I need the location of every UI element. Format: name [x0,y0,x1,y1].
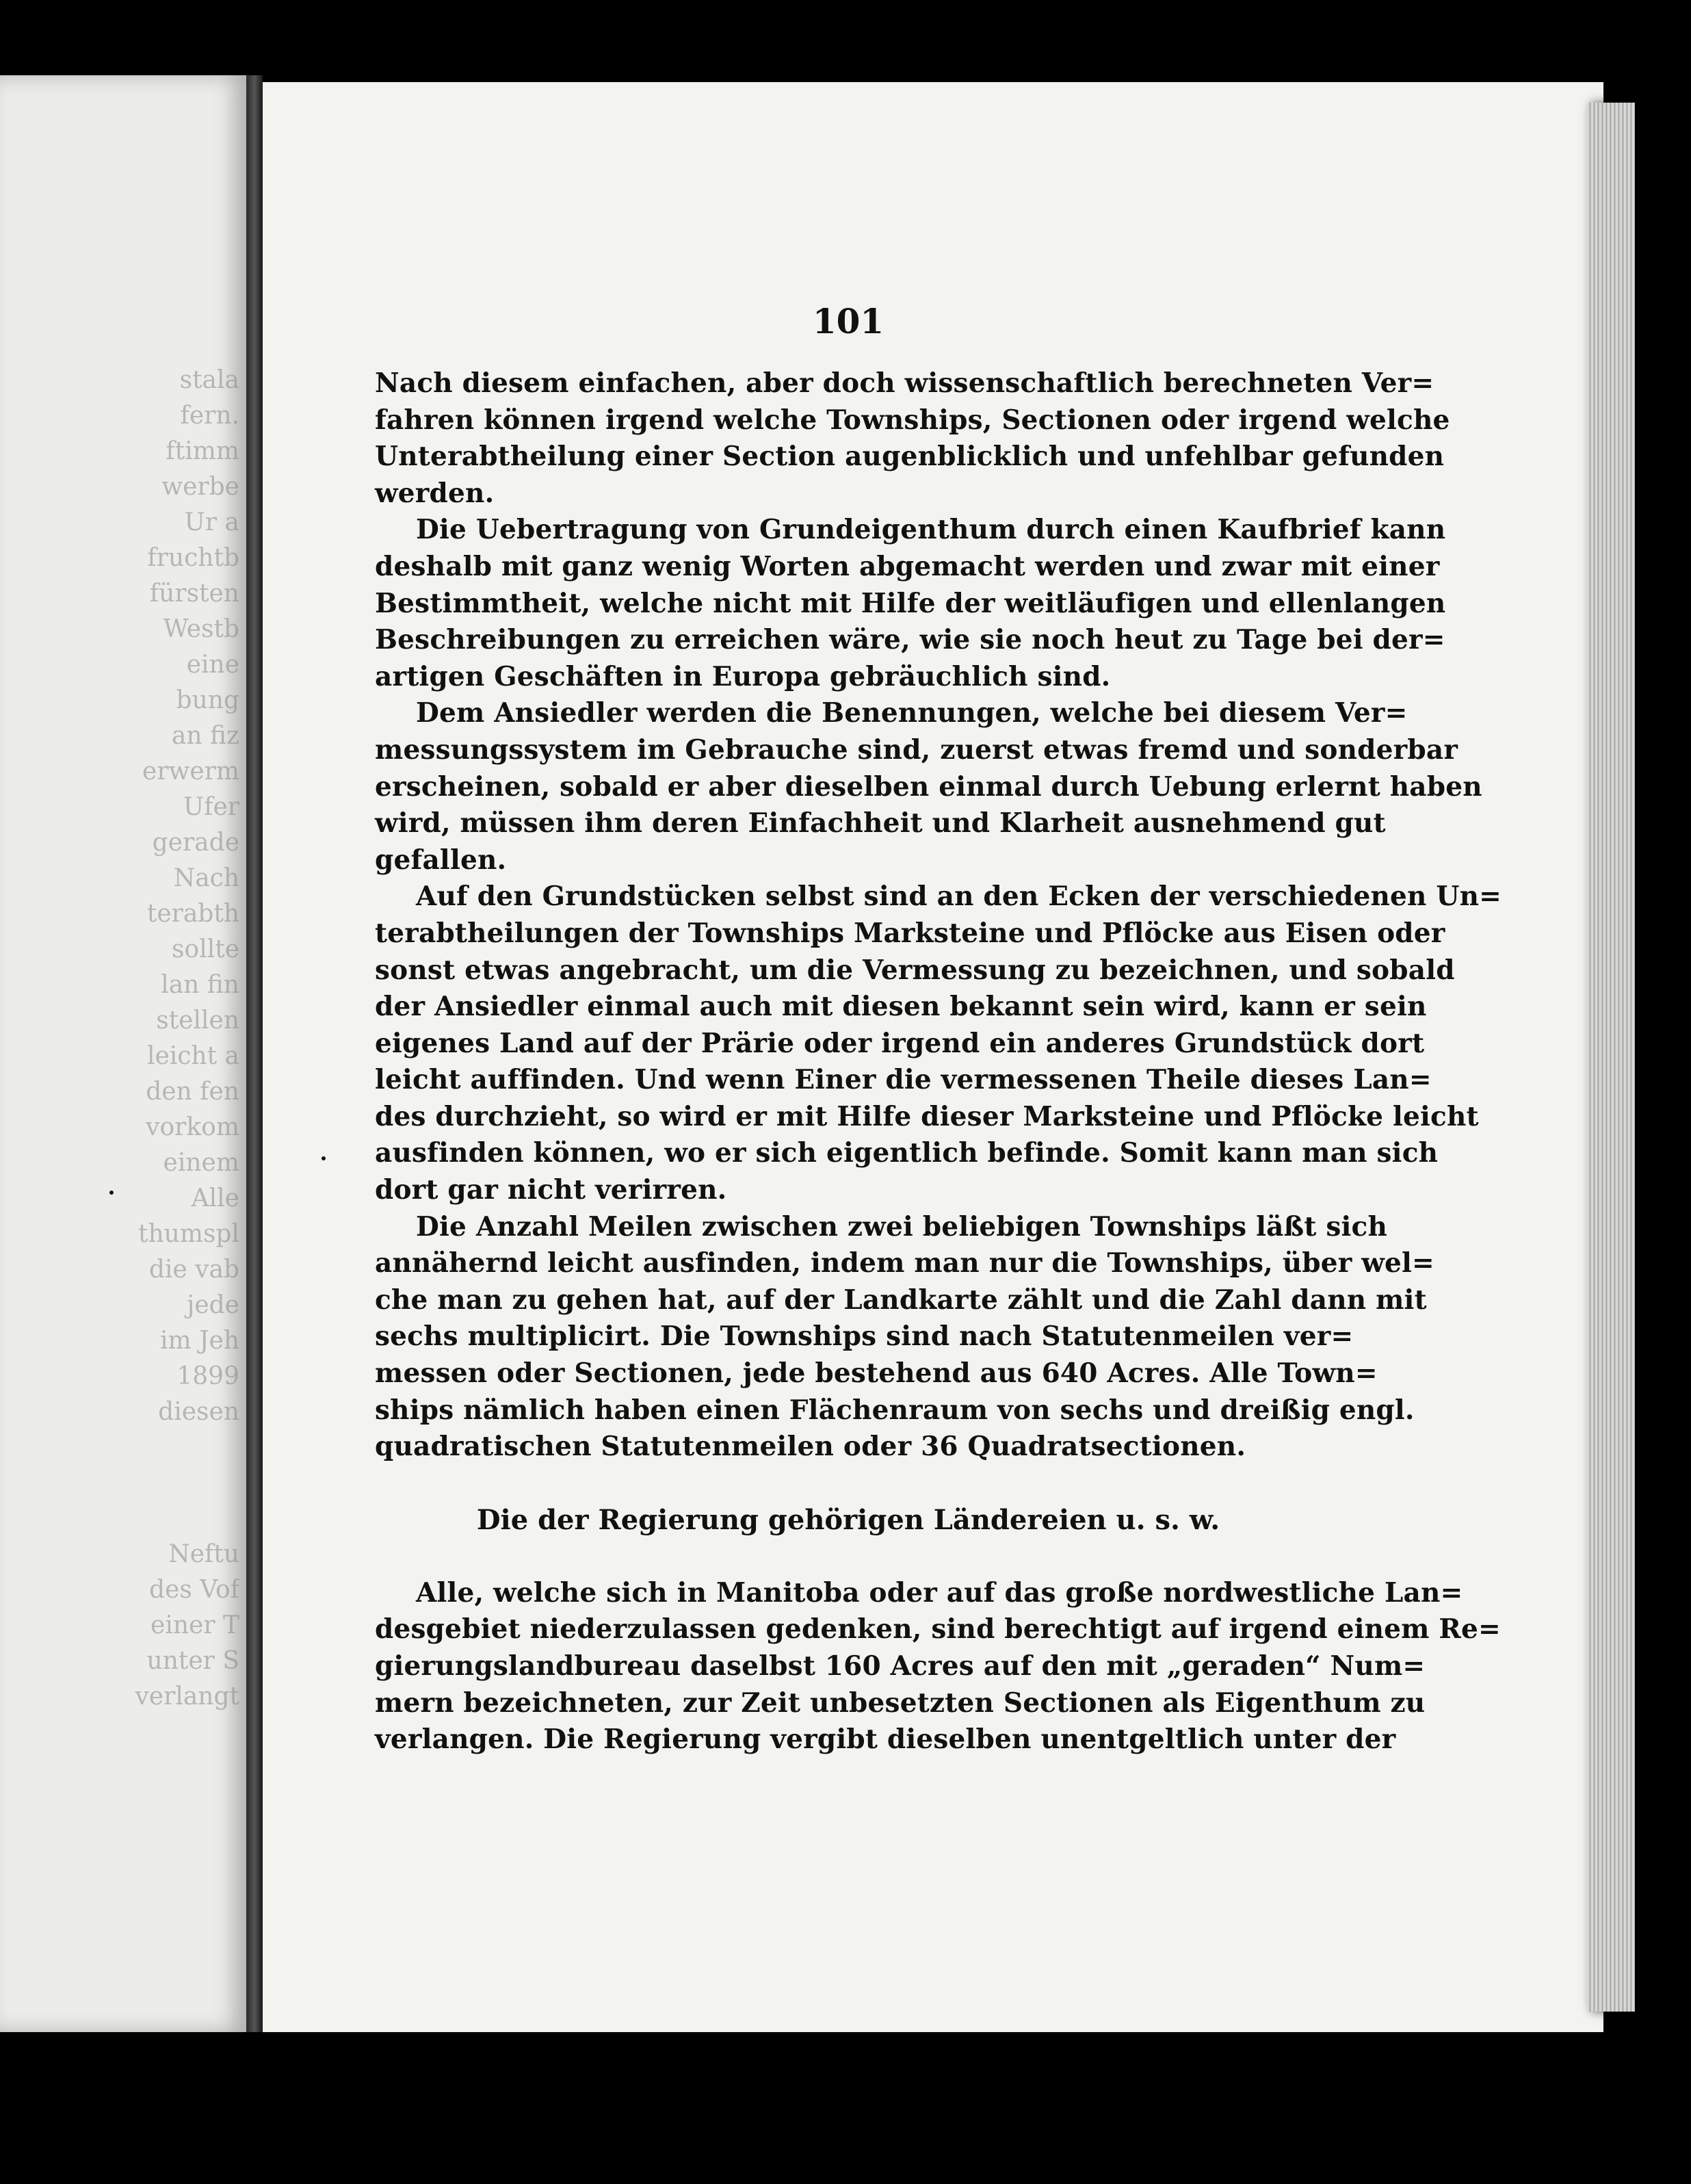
left-page-fragment: jede [187,1291,239,1319]
left-page-fragment: Westb [163,615,239,643]
left-page-fragment: Ufer [183,793,239,821]
text-line: ships nämlich haben einen Flächenraum von sechs und dreißig engl. [375,1394,1415,1426]
text-line: sechs multiplicirt. Die Townships sind nach Statutenmeilen ver= [375,1321,1354,1353]
left-page-fragment: leicht a [146,1042,239,1070]
left-facing-page [0,75,246,2032]
speck-mark [109,1191,114,1195]
left-page-fragment: stellen [156,1006,239,1035]
text-line: Bestimmtheit, welche nicht mit Hilfe der weitläufigen und ellenlangen [375,587,1446,619]
text-line: werden. [375,477,495,509]
left-page-fragment: erwerm [142,757,239,785]
text-line: messen oder Sectionen, jede bestehend aus 640 Acres. Alle Town= [375,1357,1378,1390]
text-line: des durchzieht, so wird er mit Hilfe dieser Marksteine und Pflöcke leicht [375,1100,1479,1132]
text-line: quadratischen Statutenmeilen oder 36 Quadratsectionen. [375,1431,1246,1463]
section-heading: Die der Regierung gehörigen Ländereien u. s. w. [476,1503,1220,1536]
left-page-fragment: vorkom [146,1113,239,1141]
left-page-fragment: thumspl [137,1220,239,1248]
text-line: verlangen. Die Regierung vergibt dieselben unentgeltlich unter der [375,1724,1396,1756]
text-line: Dem Ansiedler werden die Benennungen, welche bei diesem Ver= [416,697,1408,729]
left-page-fragment: an fiz [171,722,239,750]
left-page-fragment: sollte [172,935,239,963]
text-line: gierungslandbureau daselbst 160 Acres auf den mit „geraden“ Num= [375,1650,1426,1682]
final-paragraph [375,1575,1501,1758]
text-line: Beschreibungen zu erreichen wäre, wie sie noch heut zu Tage bei der= [375,624,1445,656]
text-line: terabtheilungen der Townships Marksteine und Pflöcke aus Eisen oder [375,917,1445,949]
left-page-fragment: gerade [152,829,239,857]
text-line: Auf den Grundstücken selbst sind an den Ecken der verschiedenen Un= [416,881,1502,913]
speck-mark [322,1156,326,1160]
left-page-fragment: fern. [180,402,239,430]
text-line: fahren können irgend welche Townships, Sectionen oder irgend welche [375,404,1450,436]
text-line: leicht auffinden. Und wenn Einer die vermessenen Theile dieses Lan= [375,1064,1432,1096]
text-line: gefallen. [375,844,507,876]
text-line: wird, müssen ihm deren Einfachheit und Klarheit ausnehmend gut [375,807,1386,840]
text-line: Unterabtheilung einer Section augenblicklich und unfehlbar gefunden [375,441,1445,473]
paragraph [375,1575,1501,1758]
text-line: Die Uebertragung von Grundeigenthum durch einen Kaufbrief kann [416,514,1446,546]
left-page-fragment: 1899 [176,1362,239,1390]
left-page-fragment: bung [176,686,239,714]
text-line: messungssystem im Gebrauche sind, zuerst etwas fremd und sonderbar [375,733,1458,766]
text-line: che man zu gehen hat, auf der Landkarte zählt und die Zahl dann mit [375,1284,1427,1316]
text-line: der Ansiedler einmal auch mit diesen bekannt sein wird, kann er sein [375,991,1427,1023]
page-number: 101 [812,301,884,341]
left-page-text-fragments [21,363,239,1715]
text-line: Die Anzahl Meilen zwischen zwei beliebigen Townships läßt sich [416,1210,1388,1243]
body-paragraphs [375,365,1502,1466]
paragraph [375,365,1450,512]
paragraph [375,695,1482,879]
left-page-fragment: einem [163,1149,239,1177]
left-page-fragment: eine [186,651,239,679]
left-page-fragment: Alle [191,1184,239,1212]
text-line: mern bezeichneten, zur Zeit unbesetzten Sectionen als Eigenthum zu [375,1687,1426,1719]
book-gutter [246,75,263,2032]
paragraph [375,512,1446,695]
left-page-fragment [21,1466,239,1501]
left-page-fragment: ftimm [166,437,239,465]
left-page-fragment: diesen [158,1398,239,1426]
left-page-fragment: die vab [148,1256,239,1284]
left-page-fragment: den fen [146,1078,239,1106]
left-page-fragment: Ur a [184,508,239,536]
text-line: desgebiet niederzulassen gedenken, sind berechtigt auf irgend einem Re= [375,1613,1501,1646]
paragraph [375,1209,1434,1466]
left-page-fragment: stala [179,366,239,394]
page-text-block [375,301,1502,1758]
text-line: annähernd leicht ausfinden, indem man nur die Townships, über wel= [375,1247,1434,1279]
left-page-fragment: fruchtb [147,544,239,572]
left-page-fragment: lan fin [161,971,239,999]
text-line: eigenes Land auf der Prärie oder irgend ein anderes Grundstück dort [375,1027,1425,1059]
left-page-fragment: werbe [161,473,239,501]
text-line: deshalb mit ganz wenig Worten abgemacht werden und zwar mit einer [375,550,1440,582]
left-page-fragment: fürsten [149,580,239,608]
left-page-fragment [21,1501,239,1537]
left-page-fragment: Nach [173,864,239,892]
left-page-fragment: einer T [150,1611,239,1639]
text-line: dort gar nicht verirren. [375,1174,727,1206]
left-page-fragment: unter S [146,1647,239,1675]
text-line: Nach diesem einfachen, aber doch wissenschaftlich berechneten Ver= [375,367,1434,399]
paragraph [375,879,1502,1208]
left-page-fragment [21,1430,239,1466]
left-page-fragment: verlangt [135,1682,239,1711]
left-page-fragment: im Jeh [159,1327,239,1355]
left-page-fragment: terabth [146,900,239,928]
left-page-fragment: des Vof [149,1576,239,1604]
left-page-fragment: Neftu [168,1540,239,1568]
text-line: erscheinen, sobald er aber dieselben einmal durch Uebung erlernt haben [375,770,1482,803]
page-edge-stack [1587,103,1635,2012]
text-line: ausfinden können, wo er sich eigentlich befinde. Somit kann man sich [375,1137,1439,1169]
text-line: sonst etwas angebracht, um die Vermessung zu bezeichnen, und sobald [375,954,1455,986]
text-line: artigen Geschäften in Europa gebräuchlich sind. [375,660,1111,692]
text-line: Alle, welche sich in Manitoba oder auf das große nordwestliche Lan= [416,1576,1463,1609]
